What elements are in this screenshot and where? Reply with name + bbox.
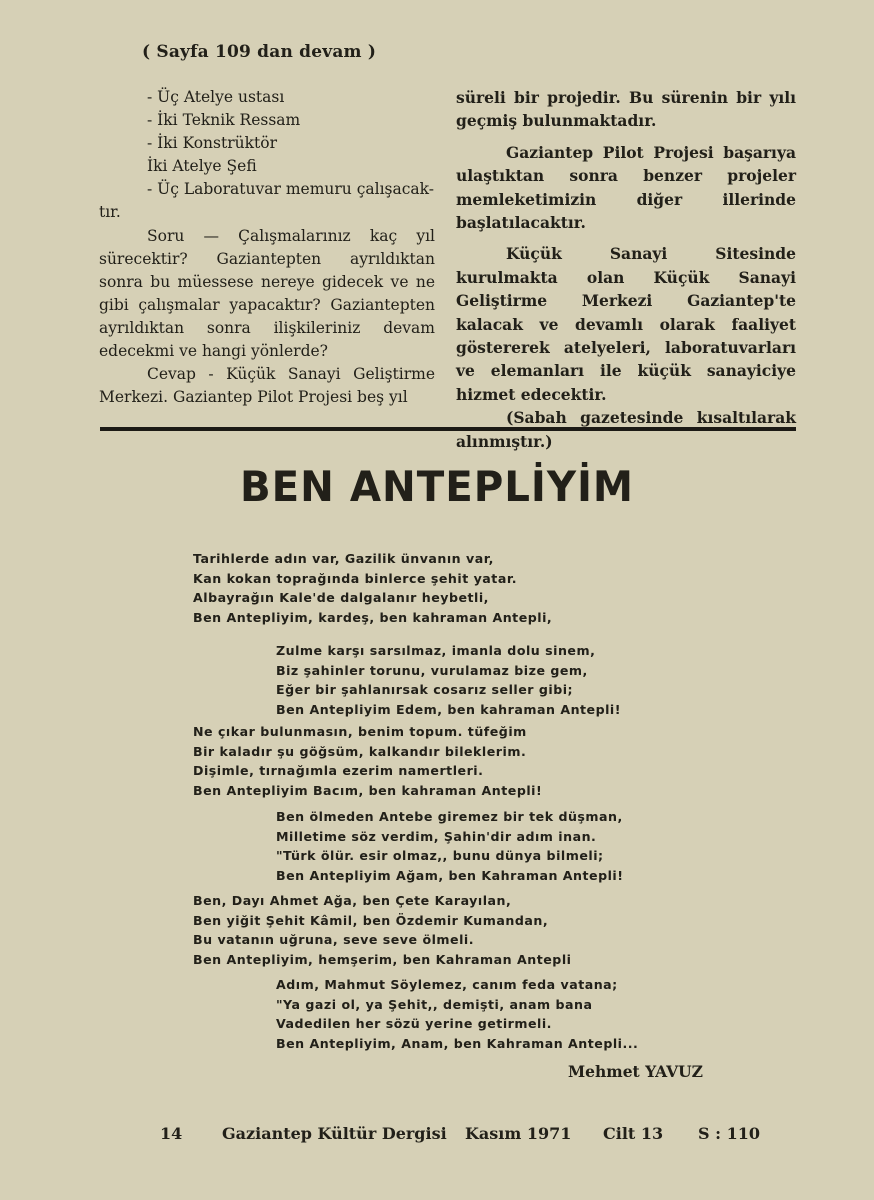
poem-line: Adım, Mahmut Söylemez, canım feda vatana; <box>276 977 618 992</box>
right-column <box>456 86 796 453</box>
poem-line: Ben, Dayı Ahmet Ağa, ben Çete Karayılan, <box>193 893 512 908</box>
poem-line: Ben Antepliyim Ağam, ben Kahraman Antepli! <box>276 867 624 883</box>
poem-line: Dişimle, tırnağımla ezerim namertleri. <box>193 763 484 778</box>
poem-author: Mehmet YAVUZ <box>568 1062 703 1081</box>
poem-line: Ben yiğit Şehit Kâmil, ben Özdemir Kumandan, <box>193 912 549 928</box>
poem-line: Albayrağın Kale'de dalgalanır heybetli, <box>193 590 489 605</box>
poem-stanza <box>193 549 552 627</box>
poem-line: Ben Antepliyim Edem, ben kahraman Antepli! <box>276 701 621 717</box>
poem-line: Ben Antepliyim, kardeş, ben kahraman Antepli, <box>193 609 553 625</box>
list-item: - İki Teknik Ressam <box>147 111 301 130</box>
section-divider <box>100 427 796 431</box>
source-note: (Sabah gazetesinde kısaltılarak alınmıştır.) <box>456 408 796 451</box>
poem-stanza <box>276 641 621 719</box>
issue-number: S : 110 <box>698 1124 760 1143</box>
poem-stanza <box>193 722 542 800</box>
list-item: tır. <box>99 203 121 222</box>
answer-paragraph: Cevap - Küçük Sanayi Geliştirme Merkezi. Gaziantep Pilot Projesi beş yıl <box>99 365 435 407</box>
poem-stanza <box>276 975 638 1053</box>
left-column <box>99 86 435 409</box>
poem-line: Kan kokan toprağında binlerce şehit yatar. <box>193 570 518 586</box>
list-item: İki Atelye Şefi <box>147 157 257 176</box>
poem-line: "Ya gazi ol, ya Şehit,, demişti, anam bana <box>276 996 593 1012</box>
poem-line: Milletime söz verdim, Şahin'dir adım inan. <box>276 828 597 844</box>
poem-line: Ben Antepliyim Bacım, ben kahraman Antepli! <box>193 782 543 798</box>
body-paragraph: Gaziantep Pilot Projesi başarıya ulaştıktan sonra benzer projeler memleketimizin diğer illerinde başlatılacaktır. <box>456 142 796 233</box>
list-item: - Üç Atelye ustası <box>147 88 285 106</box>
body-paragraph: Küçük Sanayi Sitesinde kurulmakta olan Küçük Sanayi Geliştirme Merkezi Gaziantep'te kalacak ve devamlı olarak faaliyet göstererek atelyeleri, laboratuvarları ve elemanları ile küçük sanayiciye hizmet edecektir. <box>456 244 796 404</box>
poem-line: Bu vatanın uğruna, seve seve ölmeli. <box>193 932 474 947</box>
issue-date: Kasım 1971 <box>465 1124 572 1143</box>
list-item: - Üç Laboratuvar memuru çalışacak- <box>147 180 434 199</box>
volume-number: Cilt 13 <box>603 1124 664 1143</box>
poem-line: Vadedilen her sözü yerine getirmeli. <box>276 1016 552 1031</box>
poem-line: Ben ölmeden Antebe giremez bir tek düşman, <box>276 809 623 824</box>
poem-line: Ben Antepliyim, hemşerim, ben Kahraman Antepli <box>193 951 572 967</box>
poem-line: Eğer bir şahlanırsak cosarız seller gibi; <box>276 682 574 697</box>
page-number: 14 <box>160 1124 183 1143</box>
poem-title: BEN ANTEPLİYİM <box>239 462 635 511</box>
poem-stanza <box>276 807 623 885</box>
question-paragraph: Soru — Çalışmalarınız kaç yıl sürecektir? Gaziantepten ayrıldıktan sonra bu müessese nereye gidecek ve ne gibi çalışmalar yapacaktır? Gaziantepten ayrıldıktan sonra ilişkileriniz devam edecekmi ve hangi yönlerde? <box>99 226 435 361</box>
poem-line: Ben Antepliyim, Anam, ben Kahraman Antepli... <box>276 1035 639 1051</box>
poem-line: Biz şahinler torunu, vurulamaz bize gem, <box>276 662 588 678</box>
journal-name: Gaziantep Kültür Dergisi <box>222 1124 447 1143</box>
poem-stanza <box>193 891 571 969</box>
list-item: - İki Konstrüktör <box>147 134 277 153</box>
poem-line: Ne çıkar bulunmasın, benim topum. tüfeğim <box>193 724 527 739</box>
continued-from-note: ( Sayfa 109 dan devam ) <box>142 42 377 62</box>
poem-line: "Türk ölür. esir olmaz,, bunu dünya bilmeli; <box>276 848 604 863</box>
poem-line: Bir kaladır şu göğsüm, kalkandır bileklerim. <box>193 743 527 759</box>
body-paragraph: süreli bir projedir. Bu sürenin bir yılı geçmiş bulunmaktadır. <box>456 88 796 131</box>
poem-line: Tarihlerde adın var, Gazilik ünvanın var, <box>193 551 494 566</box>
poem-line: Zulme karşı sarsılmaz, imanla dolu sinem, <box>276 643 596 658</box>
